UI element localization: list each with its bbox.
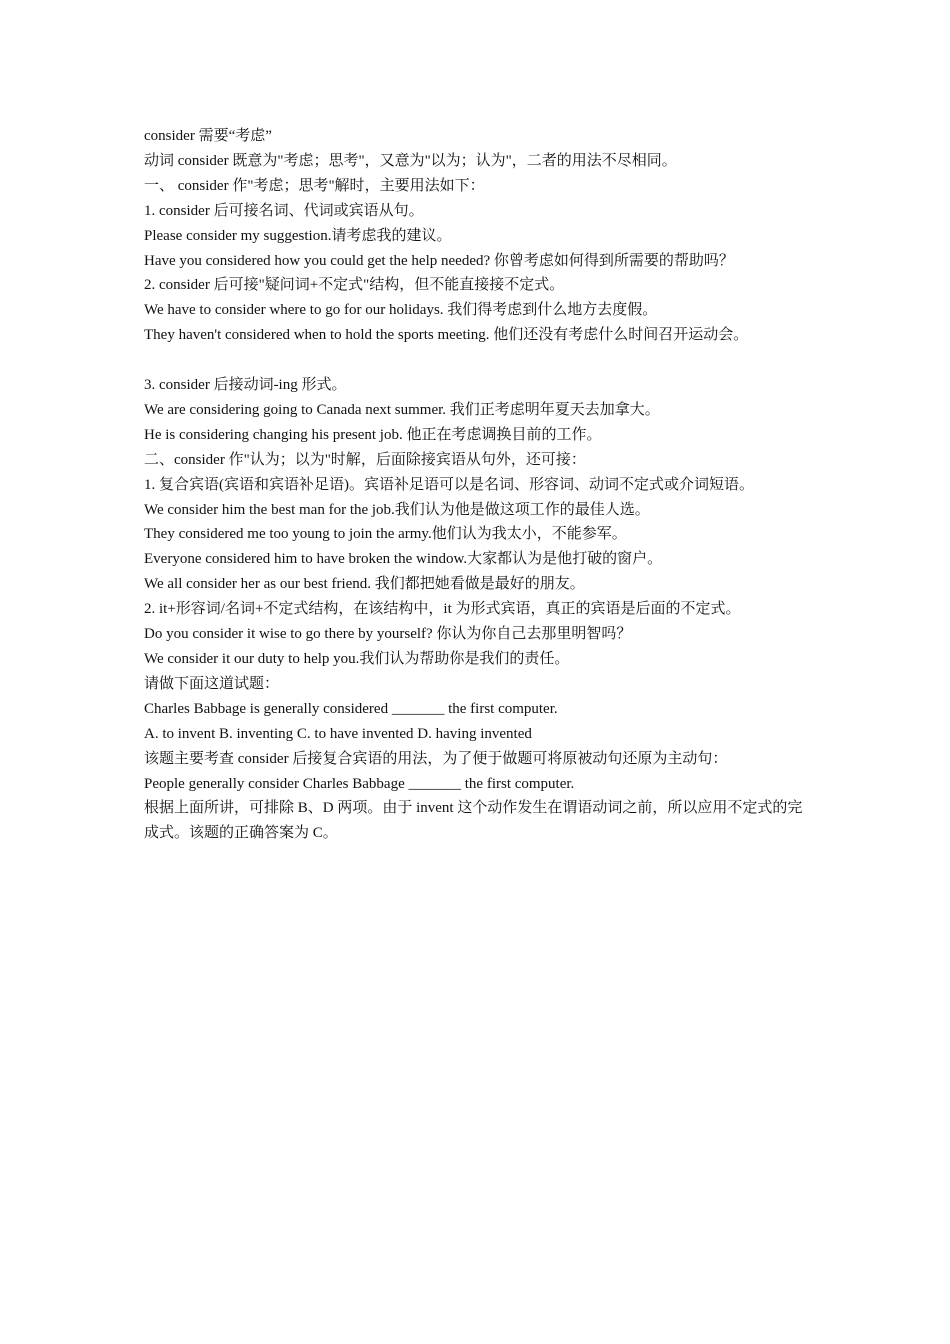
exercise-options: A. to invent B. inventing C. to have invented D. having invented bbox=[144, 725, 532, 742]
example-line: We are considering going to Canada next summer. 我们正考虑明年夏天去加拿大。 bbox=[144, 401, 660, 418]
rule-2-1: 1. 复合宾语(宾语和宾语补足语)。宾语补足语可以是名词、形容词、动词不定式或介词短语。 bbox=[144, 476, 754, 493]
rule-1-2: 2. consider 后可接"疑问词+不定式"结构，但不能直接接不定式。 bbox=[144, 277, 565, 294]
example-line: Do you consider it wise to go there by yourself? 你认为你自己去那里明智吗？ bbox=[144, 626, 632, 643]
example-line: We consider him the best man for the job.我们认为他是做这项工作的最佳人选。 bbox=[144, 501, 650, 518]
answer-explanation: 根据上面所讲，可排除 B、D 两项。由于 invent 这个动作发生在谓语动词之前，所以应用不定式的完成式。该题的正确答案为 C。 bbox=[144, 800, 803, 842]
blank-line bbox=[144, 348, 844, 373]
rule-2-2: 2. it+形容词/名词+不定式结构，在该结构中，it 为形式宾语，真正的宾语是后面的不定式。 bbox=[144, 601, 741, 618]
rule-1-3: 3. consider 后接动词-ing 形式。 bbox=[144, 377, 347, 394]
example-line: Please consider my suggestion.请考虑我的建议。 bbox=[144, 227, 452, 244]
section-heading-1: 一、 consider 作"考虑；思考"解时，主要用法如下： bbox=[144, 177, 485, 194]
example-line: They haven't considered when to hold the sports meeting. 他们还没有考虑什么时间召开运动会。 bbox=[144, 327, 749, 344]
example-line: We have to consider where to go for our holidays. 我们得考虑到什么地方去度假。 bbox=[144, 302, 658, 319]
section-heading-2: 二、consider 作"认为；以为"时解，后面除接宾语从句外，还可接： bbox=[144, 451, 586, 468]
example-line: Everyone considered him to have broken the window.大家都认为是他打破的窗户。 bbox=[144, 551, 663, 568]
explanation-line: 该题主要考查 consider 后接复合宾语的用法，为了便于做题可将原被动句还原为主动句： bbox=[144, 750, 728, 767]
rule-1-1: 1. consider 后可接名词、代词或宾语从句。 bbox=[144, 202, 424, 219]
example-line: We consider it our duty to help you.我们认为帮助你是我们的责任。 bbox=[144, 651, 570, 668]
example-line: Have you considered how you could get the help needed? 你曾考虑如何得到所需要的帮助吗？ bbox=[144, 252, 734, 269]
doc-title: consider 需要“考虑” bbox=[144, 128, 272, 144]
example-line: He is considering changing his present job. 他正在考虑调换目前的工作。 bbox=[144, 426, 602, 443]
example-line: They considered me too young to join the army.他们认为我太小，不能参军。 bbox=[144, 526, 627, 543]
document-body bbox=[144, 124, 844, 846]
exercise-question: Charles Babbage is generally considered _______ the first computer. bbox=[144, 700, 558, 717]
exercise-prompt: 请做下面这道试题： bbox=[144, 675, 280, 692]
intro-line: 动词 consider 既意为"考虑；思考"，又意为"以为；认为"，二者的用法不尽相同。 bbox=[144, 152, 677, 169]
active-sentence: People generally consider Charles Babbage _______ the first computer. bbox=[144, 775, 575, 792]
example-line: We all consider her as our best friend. 我们都把她看做是最好的朋友。 bbox=[144, 576, 585, 593]
